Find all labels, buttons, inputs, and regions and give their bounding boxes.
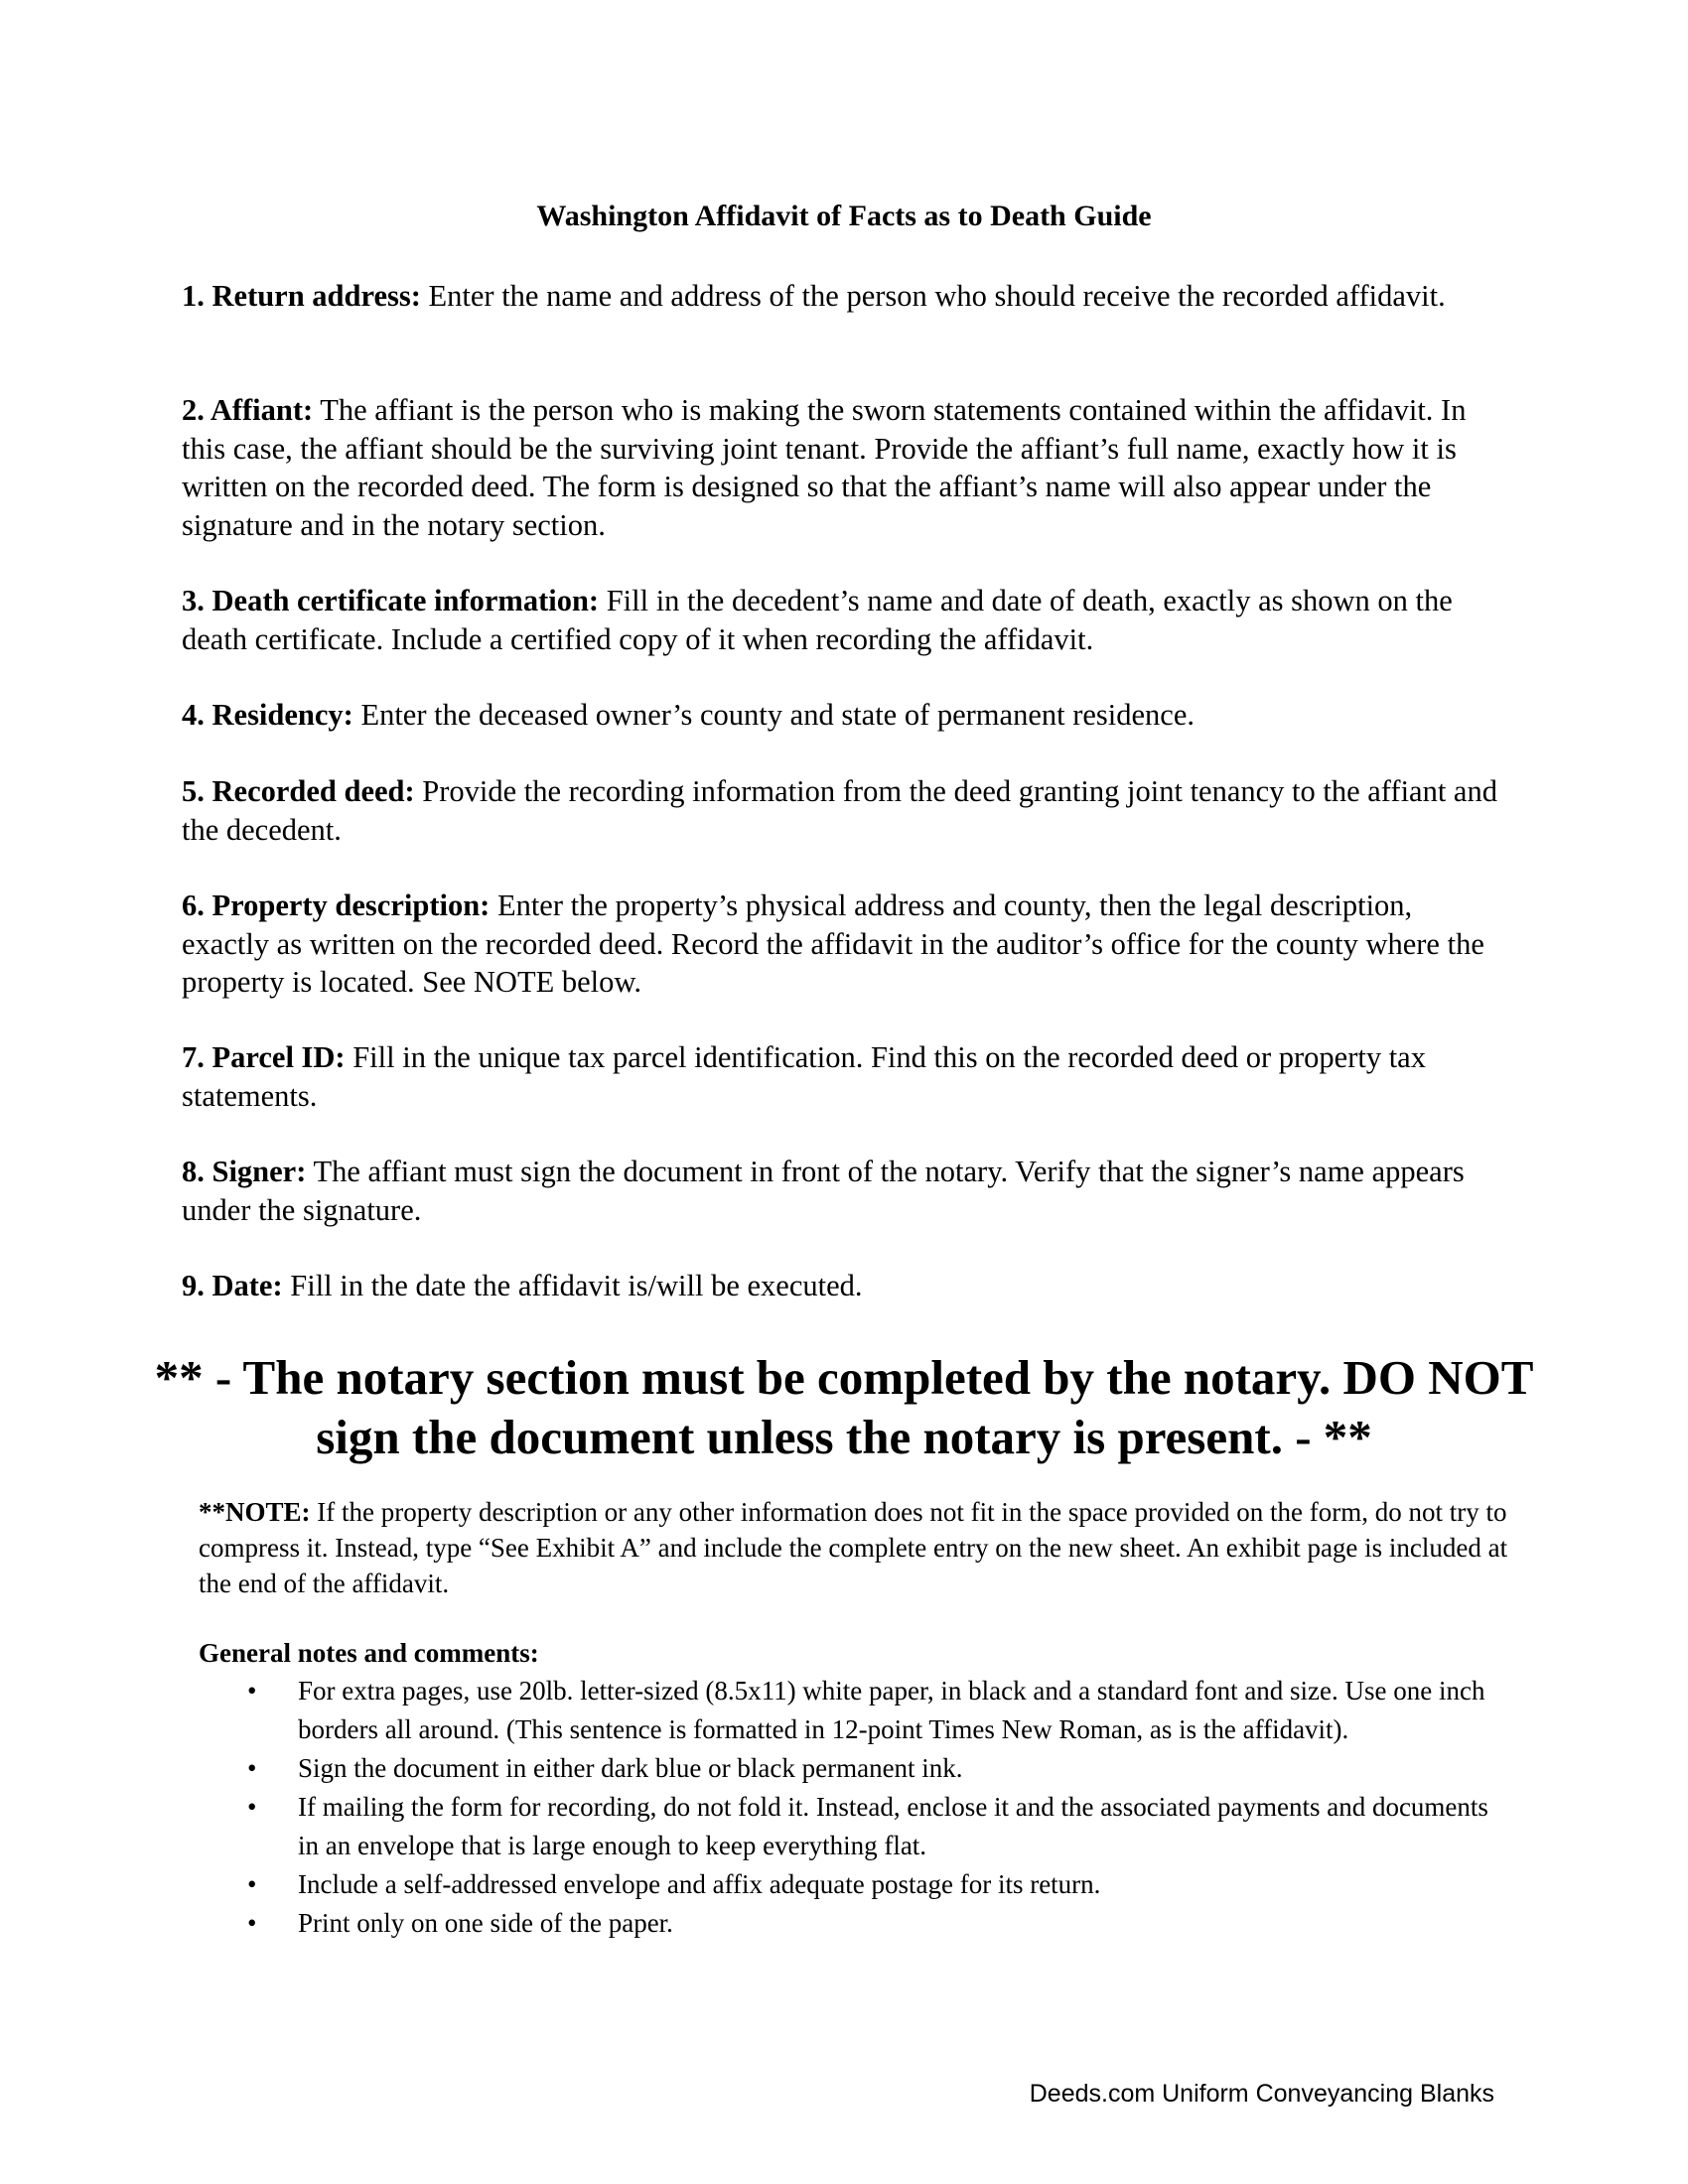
item-text: Fill in the decedent’s name and date of death, exactly as shown on the death certificate. Include a certified copy of it when recording the affidavit. — [182, 584, 1453, 656]
general-notes-heading: General notes and comments: — [199, 1638, 539, 1668]
guide-item-affiant — [182, 391, 1502, 544]
guide-item-date — [182, 1267, 1502, 1305]
list-item-text: Sign the document in either dark blue or black permanent ink. — [298, 1753, 963, 1783]
bullet-icon: • — [247, 1869, 257, 1899]
item-label: 7. Parcel ID: — [182, 1040, 346, 1074]
item-label: 4. Residency: — [182, 698, 353, 732]
list-item — [0, 1904, 1489, 1943]
item-label: 2. Affiant: — [182, 393, 314, 427]
guide-item-recorded-deed — [182, 772, 1502, 849]
bullet-icon: • — [247, 1753, 257, 1783]
list-item — [0, 1672, 1489, 1749]
bullet-icon: • — [247, 1792, 257, 1822]
bullet-icon: • — [247, 1908, 257, 1938]
item-label: 9. Date: — [182, 1269, 283, 1302]
item-text: Enter the property’s physical address and county, then the legal description, exactly as written on the recorded deed. Record the affidavit in the auditor’s office for the county where the property is located. See NOTE below. — [182, 888, 1484, 999]
item-label: 5. Recorded deed: — [182, 774, 415, 808]
list-item-text: Print only on one side of the paper. — [298, 1908, 673, 1938]
page-title: Washington Affidavit of Facts as to Death Guide — [536, 200, 1152, 232]
guide-item-return-address — [182, 277, 1502, 316]
list-item — [0, 1788, 1489, 1865]
guide-item-parcel-id — [182, 1038, 1502, 1115]
guide-item-death-certificate — [182, 582, 1502, 658]
item-text: The affiant is the person who is making the sworn statements contained within the affidavit. In this case, the affiant should be the surviving joint tenant. Provide the affiant’s full name, exactly how it is written on the recorded deed. The form is designed so that the affiant’s name will also appear under the signature and in the notary section. — [182, 393, 1467, 542]
item-label: 3. Death certificate information: — [182, 584, 600, 617]
bullet-icon: • — [247, 1676, 257, 1706]
item-text: Enter the deceased owner’s county and state of permanent residence. — [352, 698, 1195, 732]
list-item-text: For extra pages, use 20lb. letter-sized (8.5x11) white paper, in black and a standard font and size. Use one inch borders all around. (This sentence is formatted in 12-point Times New Roman, as is the affidavit). — [298, 1676, 1485, 1744]
item-label: 6. Property description: — [182, 888, 491, 922]
item-text: Fill in the unique tax parcel identification. Find this on the recorded deed or property tax statements. — [182, 1040, 1426, 1113]
notary-warning: ** - The notary section must be completed by the notary. DO NOT sign the document unless the notary is present. - ** — [154, 1350, 1534, 1464]
page-footer: Deeds.com Uniform Conveyancing Blanks — [1029, 2080, 1494, 2108]
item-label: 1. Return address: — [182, 279, 421, 313]
general-notes-list — [0, 1672, 1688, 1943]
item-text: Enter the name and address of the person who should receive the recorded affidavit. — [420, 279, 1446, 313]
guide-item-property-description — [182, 887, 1502, 1002]
item-label: 8. Signer: — [182, 1155, 307, 1188]
note-label: **NOTE: — [199, 1497, 311, 1527]
item-text: Provide the recording information from the deed granting joint tenancy to the affiant and the decedent. — [182, 774, 1497, 847]
list-item-text: Include a self-addressed envelope and affix adequate postage for its return. — [298, 1869, 1101, 1899]
guide-item-signer — [182, 1153, 1502, 1229]
note-text: If the property description or any other information does not fit in the space provided on the form, do not try to compress it. Instead, type “See Exhibit A” and include the complete entry on the new sheet. An exhibit page is included at the end of the affidavit. — [199, 1497, 1508, 1598]
guide-item-residency — [182, 696, 1502, 735]
item-text: The affiant must sign the document in front of the notary. Verify that the signer’s name appears under the signature. — [182, 1155, 1465, 1227]
item-text: Fill in the date the affidavit is/will be executed. — [282, 1269, 863, 1302]
exhibit-note — [199, 1494, 1509, 1601]
list-item — [0, 1865, 1489, 1904]
list-item — [0, 1749, 1489, 1788]
list-item-text: If mailing the form for recording, do not fold it. Instead, enclose it and the associated payments and documents in an envelope that is large enough to keep everything flat. — [298, 1792, 1488, 1860]
